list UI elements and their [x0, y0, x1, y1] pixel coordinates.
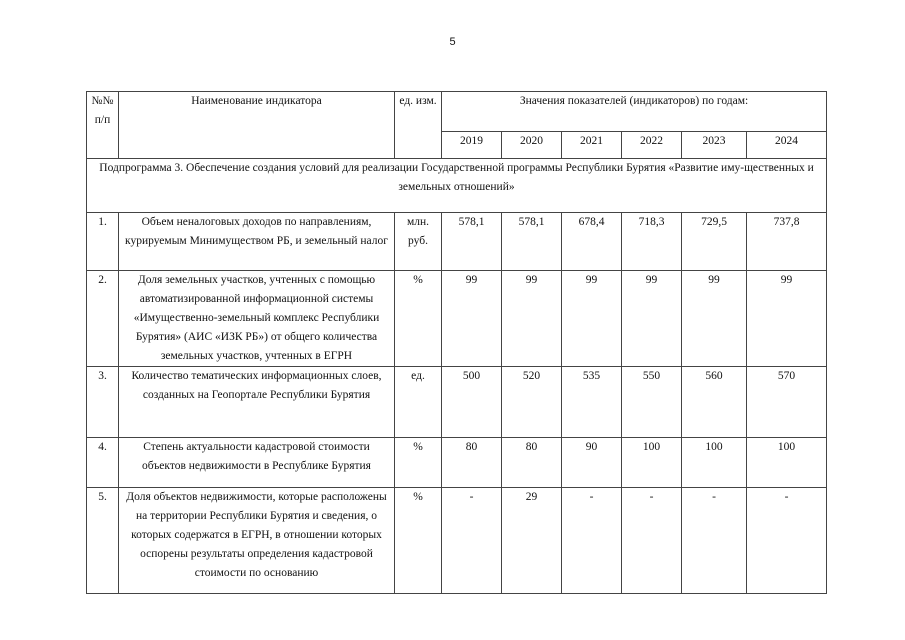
header-year: 2019 [442, 132, 502, 159]
row-value: - [442, 488, 502, 594]
header-unit: ед. изм. [395, 92, 442, 159]
header-values: Значения показателей (индикаторов) по годам: [442, 92, 827, 132]
header-year: 2022 [622, 132, 682, 159]
row-name: Количество тематических информационных слоев, созданных на Геопортале Республики Бурятия [119, 367, 395, 438]
row-name: Доля земельных участков, учтенных с помощью автоматизированной информационной системы «Имущественно-земельный комплекс Республики Бурятия» (АИС «ИЗК РБ») от общего количества земельных участков, учтенных в ЕГРН [119, 271, 395, 367]
row-value: 535 [562, 367, 622, 438]
row-value: 99 [682, 271, 747, 367]
row-value: 500 [442, 367, 502, 438]
header-num: №№ п/п [87, 92, 119, 159]
row-value: 29 [502, 488, 562, 594]
row-value: 578,1 [502, 213, 562, 271]
row-value: 99 [622, 271, 682, 367]
row-name: Доля объектов недвижимости, которые расположены на территории Республики Бурятия и сведения, о которых содержатся в ЕГРН, в отношении которых оспорены результаты определения кадастровой стоимости по основанию [119, 488, 395, 594]
row-value: 520 [502, 367, 562, 438]
row-value: 729,5 [682, 213, 747, 271]
row-value: 100 [682, 438, 747, 488]
header-year: 2021 [562, 132, 622, 159]
row-value: 100 [747, 438, 827, 488]
row-value: 550 [622, 367, 682, 438]
row-value: 678,4 [562, 213, 622, 271]
table-row [87, 271, 827, 367]
row-num: 4. [87, 438, 119, 488]
row-name: Степень актуальности кадастровой стоимости объектов недвижимости в Республике Бурятия [119, 438, 395, 488]
table-row [87, 488, 827, 594]
row-value: - [562, 488, 622, 594]
row-num: 2. [87, 271, 119, 367]
row-value: - [622, 488, 682, 594]
row-value: 718,3 [622, 213, 682, 271]
row-value: 99 [747, 271, 827, 367]
row-unit: ед. [395, 367, 442, 438]
subprogram-title: Подпрограмма 3. Обеспечение создания условий для реализации Государственной программы Республики Бурятия «Развитие иму-щественных и земельных отношений» [87, 159, 827, 213]
row-value: 80 [442, 438, 502, 488]
row-num: 5. [87, 488, 119, 594]
row-num: 1. [87, 213, 119, 271]
row-value: - [682, 488, 747, 594]
row-value: 99 [442, 271, 502, 367]
row-unit: % [395, 271, 442, 367]
row-value: 90 [562, 438, 622, 488]
row-name: Объем неналоговых доходов по направлениям, курируемым Минимуществом РБ, и земельный налог [119, 213, 395, 271]
row-unit: % [395, 488, 442, 594]
row-value: 80 [502, 438, 562, 488]
indicators-table [86, 91, 827, 594]
row-num: 3. [87, 367, 119, 438]
row-unit: млн. руб. [395, 213, 442, 271]
header-year: 2024 [747, 132, 827, 159]
row-value: 570 [747, 367, 827, 438]
table-row [87, 367, 827, 438]
row-value: - [747, 488, 827, 594]
row-value: 560 [682, 367, 747, 438]
row-value: 100 [622, 438, 682, 488]
row-value: 737,8 [747, 213, 827, 271]
page-number: 5 [449, 36, 456, 48]
row-value: 99 [562, 271, 622, 367]
header-year: 2020 [502, 132, 562, 159]
table-row [87, 438, 827, 488]
header-year: 2023 [682, 132, 747, 159]
row-unit: % [395, 438, 442, 488]
table-row [87, 213, 827, 271]
header-name: Наименование индикатора [119, 92, 395, 159]
row-value: 578,1 [442, 213, 502, 271]
row-value: 99 [502, 271, 562, 367]
